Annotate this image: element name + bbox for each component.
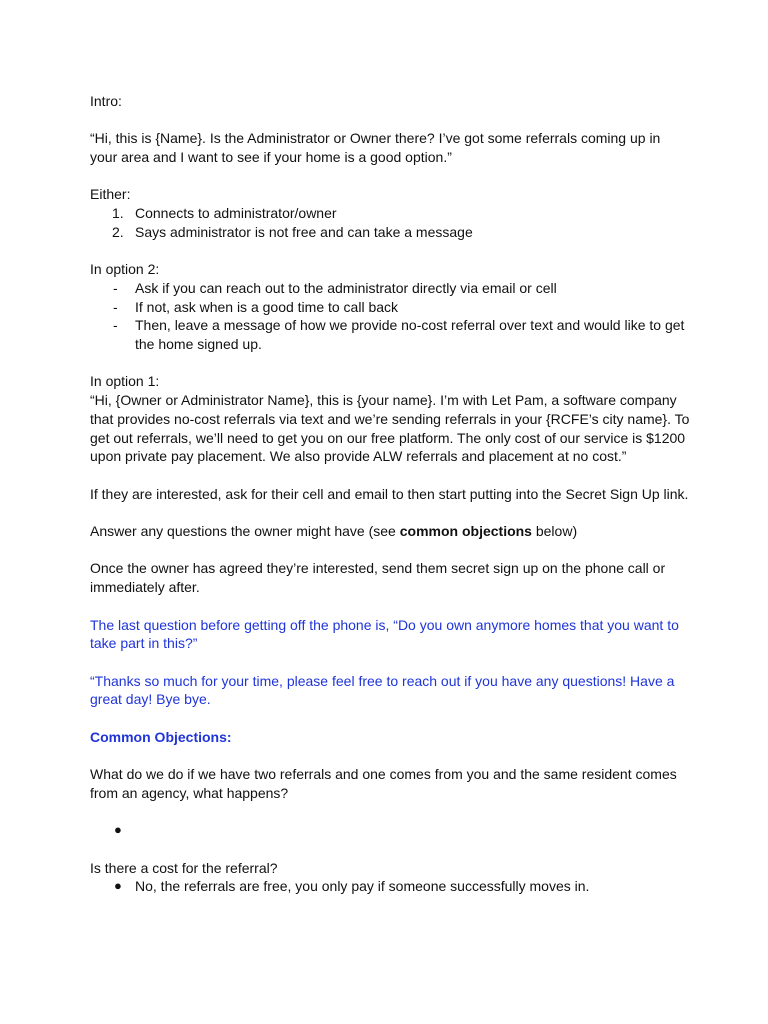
list-item <box>90 821 690 840</box>
list-item-text: Connects to administrator/owner <box>135 205 337 222</box>
objection-2-list <box>90 877 690 896</box>
list-number: 2. <box>112 223 124 240</box>
option1-script: “Hi, {Owner or Administrator Name}, this is {your name}. I’m with Let Pam, a software company that provides no-cost referrals via text and we’re sending referrals in your {RCFE’s city name}. To get out referrals, we’ll need to get you on our free platform. The only cost of our service is $1200 upon private pay placement. We also provide ALW referrals and placement at no cost.” <box>90 392 690 465</box>
option2-list <box>90 279 690 354</box>
last-question-paragraph: The last question before getting off the phone is, “Do you own anymore homes that you want to take part in this?” <box>90 616 679 652</box>
list-item-text: Then, leave a message of how we provide no-cost referral over text and would like to get the home signed up. <box>135 317 685 353</box>
document-page <box>90 92 690 896</box>
list-item-text: If not, ask when is a good time to call back <box>135 298 399 315</box>
list-item-text: Says administrator is not free and can take a message <box>135 223 473 240</box>
intro-script: “Hi, this is {Name}. Is the Administrator or Owner there? I’ve got some referrals coming up in your area and I want to see if your home is a good option.” <box>90 130 661 166</box>
answer-bold-text: common objections <box>399 523 532 540</box>
list-item-text: Ask if you can reach out to the administrator directly via email or cell <box>135 279 557 296</box>
list-item <box>90 298 690 317</box>
intro-heading: Intro: <box>90 93 122 109</box>
dash-marker: - <box>113 279 118 296</box>
either-heading: Either: <box>90 186 131 203</box>
bullet-marker: ● <box>114 822 122 838</box>
bullet-marker: ● <box>114 878 122 894</box>
list-item <box>90 223 690 242</box>
thanks-paragraph: “Thanks so much for your time, please feel free to reach out if you have any questions! Have a great day! Bye bye. <box>90 672 675 708</box>
list-item-text: No, the referrals are free, you only pay if someone successfully moves in. <box>135 878 590 895</box>
objections-heading: Common Objections: <box>90 728 232 745</box>
answer-text-before: Answer any questions the owner might have (see <box>90 523 400 540</box>
dash-marker: - <box>113 298 118 315</box>
list-item <box>90 204 690 223</box>
answer-paragraph <box>90 522 690 541</box>
option1-heading: In option 1: <box>90 373 160 390</box>
either-list <box>90 204 690 241</box>
list-item <box>90 877 690 896</box>
dash-marker: - <box>113 317 118 334</box>
objection-1-list <box>90 821 690 840</box>
interested-paragraph: If they are interested, ask for their cell and email to then start putting into the Secret Sign Up link. <box>90 485 689 502</box>
agreed-paragraph: Once the owner has agreed they’re interested, send them secret sign up on the phone call or immediately after. <box>90 560 666 596</box>
answer-text-after: below) <box>531 523 578 540</box>
list-number: 1. <box>112 205 124 222</box>
objection-question-1: What do we do if we have two referrals and one comes from you and the same resident comes from an agency, what happens? <box>90 766 677 801</box>
list-item <box>90 279 690 298</box>
objection-question-2: Is there a cost for the referral? <box>90 859 278 876</box>
option2-heading: In option 2: <box>90 261 160 278</box>
list-item <box>90 316 690 353</box>
